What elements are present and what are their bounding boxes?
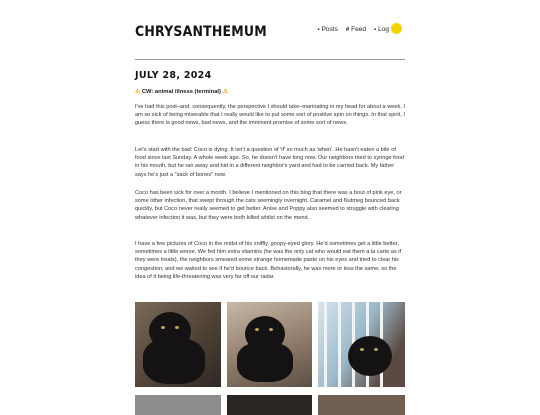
content-warning-text: CW: animal illness (terminal) bbox=[141, 89, 221, 95]
cat-photo[interactable] bbox=[227, 395, 312, 415]
hash-icon: # bbox=[345, 26, 350, 33]
site-header bbox=[135, 22, 405, 38]
site-nav bbox=[317, 26, 389, 33]
post-paragraph: Let's start with the bad: Coco is dying. It isn't a question of 'if' so much as 'when'. He hasn't eaten a bite of food since last Sunday. A whole week ago. So, he doesn't have long now. Our neighbors tried to syringe food in his mouth, but he ran away and hid in a different neighbor's yard and had to be carried back. My father says he's just a "sack of bones" now. bbox=[135, 147, 405, 178]
cat-photo[interactable] bbox=[135, 395, 221, 415]
warning-icon: ⚠ bbox=[222, 89, 228, 95]
nav-posts-link[interactable] bbox=[317, 26, 337, 33]
nav-feed-label: Feed bbox=[351, 26, 366, 33]
post-paragraph: I've had this post–and, consequently, the perspective I should take–marinating in my head for about a week. I am so sick of being miserable that I really would like to put some sort of positive spin on things. In that spirit, I guess there is good news, bad news, and the imminent promise of some sort of news. bbox=[135, 104, 405, 127]
nav-feed-link[interactable] bbox=[346, 26, 366, 33]
posts-icon: ▪ bbox=[317, 26, 320, 33]
nav-log-link[interactable] bbox=[374, 26, 389, 33]
site-brand[interactable]: CHRYSANTHEMUM bbox=[135, 22, 267, 40]
nav-log-label: Log bbox=[378, 26, 389, 33]
post-date: JULY 28, 2024 bbox=[135, 70, 212, 81]
log-icon: ▪ bbox=[374, 26, 377, 33]
cat-photo[interactable] bbox=[135, 302, 221, 387]
warning-icon: ⚠ bbox=[135, 89, 141, 95]
post-paragraph: I have a few pictures of Coco in the midst of his sniffly, goopy-eyed glory. He'd sometimes get a little better, sometimes a little worse. We fed him extra vitamins (he was the only cat who would eat them a la carte as if they were treats), the neighbors smeared some strange homemade paste on his eyes and tried to clear his congestion, and we waited to see if he'd bounce back. Behaviorally, he was more or less the same, so the idea of it being life-threatening was very far off our radar. bbox=[135, 241, 402, 280]
cat-photo[interactable] bbox=[227, 302, 312, 387]
cat-photo[interactable] bbox=[318, 302, 405, 387]
content-warning bbox=[135, 89, 228, 95]
post-paragraph: Coco has been sick for over a month. I believe I mentioned on this blog that there was a bout of pink eye, or some other infection, that swept through the cats seemingly overnight. Caramel and Nutmeg bounced back quickly, but Coco never really seemed to get better. Anise and Poppy also seemed to struggle with clearing whatever infection it was, but they were both killed whilst on the mend. bbox=[135, 190, 402, 221]
cat-photo[interactable] bbox=[318, 395, 405, 415]
nav-posts-label: Posts bbox=[321, 26, 338, 33]
theme-toggle-sun-icon[interactable] bbox=[391, 23, 402, 34]
header-divider bbox=[135, 59, 405, 60]
